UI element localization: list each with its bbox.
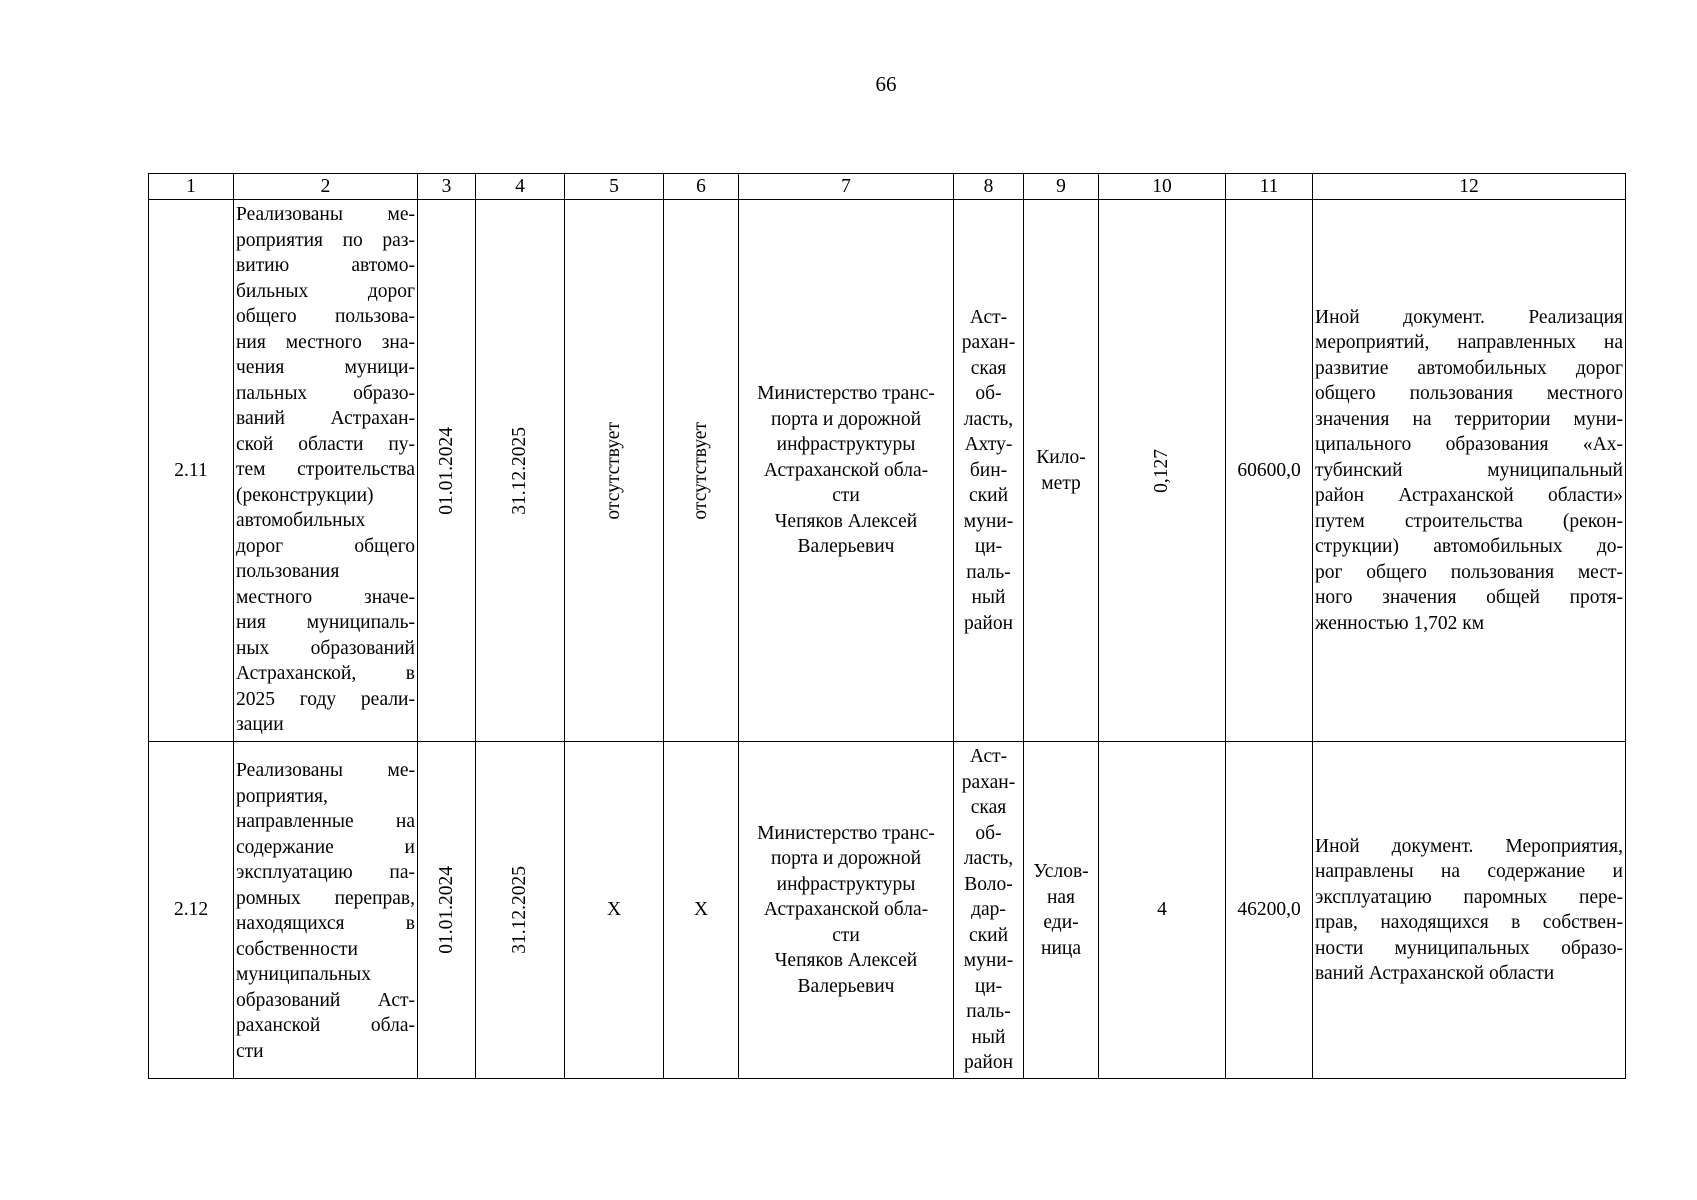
measure-description: [234, 200, 418, 742]
text-line: Аст-: [969, 746, 1008, 768]
text-line: Министерство транс-: [757, 822, 935, 844]
col-header: 12: [1313, 174, 1626, 200]
col-header: 3: [418, 174, 476, 200]
text-line: дорог общего: [236, 535, 415, 557]
text-line: ного значения общей протя-: [1315, 587, 1623, 609]
column-5-value: отсутствует: [565, 200, 664, 742]
table-row: [149, 200, 1626, 742]
row-number: 2.12: [149, 742, 234, 1079]
end-date: 31.12.2025: [476, 742, 565, 1079]
text-line: ница: [1041, 937, 1081, 959]
text-line: роприятия,: [236, 785, 328, 807]
text-line: Валерьевич: [797, 975, 895, 997]
text-line: ласть,: [963, 848, 1014, 870]
text-line: Астраханской, в: [236, 663, 415, 684]
text-line: Валерьевич: [797, 536, 895, 558]
text-line: Министерство транс-: [757, 383, 935, 405]
col-header: 4: [476, 174, 565, 200]
text-line: направлены на содержание и: [1315, 861, 1623, 882]
text-line: автомобильных: [236, 510, 366, 531]
text-line: струкции) автомобильных до-: [1315, 536, 1623, 558]
text-line: сти: [832, 485, 860, 507]
text-line: местного значе-: [236, 586, 415, 608]
territory: [954, 742, 1024, 1079]
document-note: [1313, 200, 1626, 742]
text-line: рахан-: [961, 771, 1016, 793]
text-line: (реконструкции): [236, 484, 374, 506]
text-line: раханской обла-: [236, 1015, 415, 1036]
text-line: Астраханской обла-: [763, 899, 929, 921]
text-line: Кило-: [1036, 447, 1086, 468]
text-line: бильных дорог: [236, 280, 415, 302]
text-line: ности муниципальных образо-: [1315, 937, 1623, 959]
column-5-value: Х: [565, 742, 664, 1079]
text-line: эксплуатацию па-: [236, 862, 415, 883]
data-table: [148, 173, 1626, 1079]
col-header: 5: [565, 174, 664, 200]
text-line: роприятия по раз-: [236, 229, 415, 251]
col-header: 9: [1024, 174, 1099, 200]
text-line: сти: [236, 1040, 264, 1062]
col-header: 1: [149, 174, 234, 200]
text-line: прав, находящихся в собствен-: [1315, 912, 1623, 933]
financing-amount: 60600,0: [1226, 200, 1313, 742]
text-line: муни-: [963, 950, 1014, 972]
unit-of-measure: [1024, 200, 1099, 742]
text-line: об-: [975, 822, 1002, 844]
col-header: 2: [234, 174, 418, 200]
text-line: паль-: [966, 1001, 1011, 1023]
text-line: значения на территории муни-: [1315, 408, 1623, 430]
col-header: 10: [1099, 174, 1226, 200]
text-line: витию автомо-: [236, 255, 415, 276]
row-number: 2.11: [149, 200, 234, 742]
text-line: ская: [970, 797, 1007, 819]
text-line: ской области пу-: [236, 433, 415, 455]
text-line: район: [963, 612, 1014, 634]
end-date: 31.12.2025: [476, 200, 565, 742]
col-header: 6: [664, 174, 739, 200]
text-line: Услов-: [1033, 861, 1089, 882]
text-line: ный: [971, 1026, 1006, 1048]
text-line: пользования: [236, 561, 340, 582]
text-line: Чепяков Алексей: [774, 950, 918, 972]
text-line: инфраструктуры: [776, 873, 916, 895]
text-line: развитие автомобильных дорог: [1315, 357, 1623, 379]
text-line: тем строительства: [236, 459, 415, 480]
text-line: сти: [832, 924, 860, 946]
text-line: направленные на: [236, 811, 415, 832]
text-line: муниципальных: [236, 964, 372, 985]
text-line: эксплуатацию паромных пере-: [1315, 886, 1623, 908]
text-line: Воло-: [964, 873, 1013, 895]
start-date: 01.01.2024: [418, 200, 476, 742]
text-line: бин-: [969, 459, 1008, 481]
text-line: дар-: [971, 899, 1006, 921]
text-line: ский: [969, 924, 1008, 946]
responsible-executor: [739, 200, 954, 742]
territory: [954, 200, 1024, 742]
page-number: 66: [875, 72, 897, 96]
text-line: ваний Астрахан-: [236, 408, 415, 429]
text-line: ский: [969, 485, 1008, 507]
text-line: чения муници-: [236, 357, 415, 378]
text-line: порта и дорожной: [770, 848, 922, 870]
text-line: ная: [1046, 886, 1076, 908]
unit-of-measure: [1024, 742, 1099, 1079]
text-line: ци-: [974, 975, 1003, 997]
text-line: путем строительства (рекон-: [1315, 510, 1623, 532]
text-line: тубинский муниципальный: [1315, 459, 1623, 481]
text-line: район: [963, 1052, 1014, 1074]
header-row: [149, 174, 1626, 200]
text-line: паль-: [966, 561, 1011, 583]
text-line: Реализованы ме-: [236, 204, 415, 225]
text-line: Аст-: [969, 306, 1008, 328]
text-line: образований Аст-: [236, 989, 415, 1011]
column-6-value: Х: [664, 742, 739, 1079]
text-line: ласть,: [963, 408, 1014, 430]
col-header: 11: [1226, 174, 1313, 200]
text-line: об-: [975, 383, 1002, 405]
text-line: ния муниципаль-: [236, 612, 415, 633]
text-line: ния местного зна-: [236, 331, 415, 353]
text-line: ваний Астраханской области: [1315, 963, 1555, 984]
text-line: ромных переправ,: [236, 887, 415, 909]
text-line: ская: [970, 357, 1007, 379]
start-date: 01.01.2024: [418, 742, 476, 1079]
text-line: Иной документ. Мероприятия,: [1315, 835, 1623, 857]
text-line: ный: [971, 587, 1006, 609]
text-line: общего пользова-: [236, 306, 415, 327]
text-line: содержание и: [236, 836, 415, 858]
text-line: Иной документ. Реализация: [1315, 306, 1623, 328]
text-line: Ахту-: [964, 434, 1013, 456]
text-line: общего пользования местного: [1315, 383, 1623, 405]
text-line: инфраструктуры: [776, 434, 916, 456]
indicator-value: 0,127: [1099, 200, 1226, 742]
text-line: еди-: [1043, 912, 1079, 933]
financing-amount: 46200,0: [1226, 742, 1313, 1079]
text-line: рог общего пользования мест-: [1315, 561, 1623, 583]
text-line: район Астраханской области»: [1315, 485, 1623, 507]
col-header: 7: [739, 174, 954, 200]
text-line: Реализованы ме-: [236, 760, 415, 781]
table-row: [149, 742, 1626, 1079]
text-line: рахан-: [961, 332, 1016, 354]
document-note: [1313, 742, 1626, 1079]
text-line: муни-: [963, 510, 1014, 532]
text-line: мероприятий, направленных на: [1315, 332, 1623, 354]
text-line: женностью 1,702 км: [1315, 612, 1485, 634]
text-line: метр: [1041, 472, 1081, 494]
text-line: порта и дорожной: [770, 408, 922, 430]
text-line: 2025 году реали-: [236, 688, 415, 710]
text-line: зации: [236, 714, 284, 735]
text-line: находящихся в: [236, 913, 415, 934]
text-line: Астраханской обла-: [763, 459, 929, 481]
text-line: собственности: [236, 938, 358, 960]
column-6-value: отсутствует: [664, 200, 739, 742]
text-line: ных образований: [236, 637, 415, 659]
responsible-executor: [739, 742, 954, 1079]
text-line: пальных образо-: [236, 382, 415, 404]
text-line: ципального образования «Ах-: [1315, 434, 1623, 456]
measure-description: [234, 742, 418, 1079]
text-line: ци-: [974, 536, 1003, 558]
indicator-value: 4: [1099, 742, 1226, 1079]
text-line: Чепяков Алексей: [774, 510, 918, 532]
col-header: 8: [954, 174, 1024, 200]
